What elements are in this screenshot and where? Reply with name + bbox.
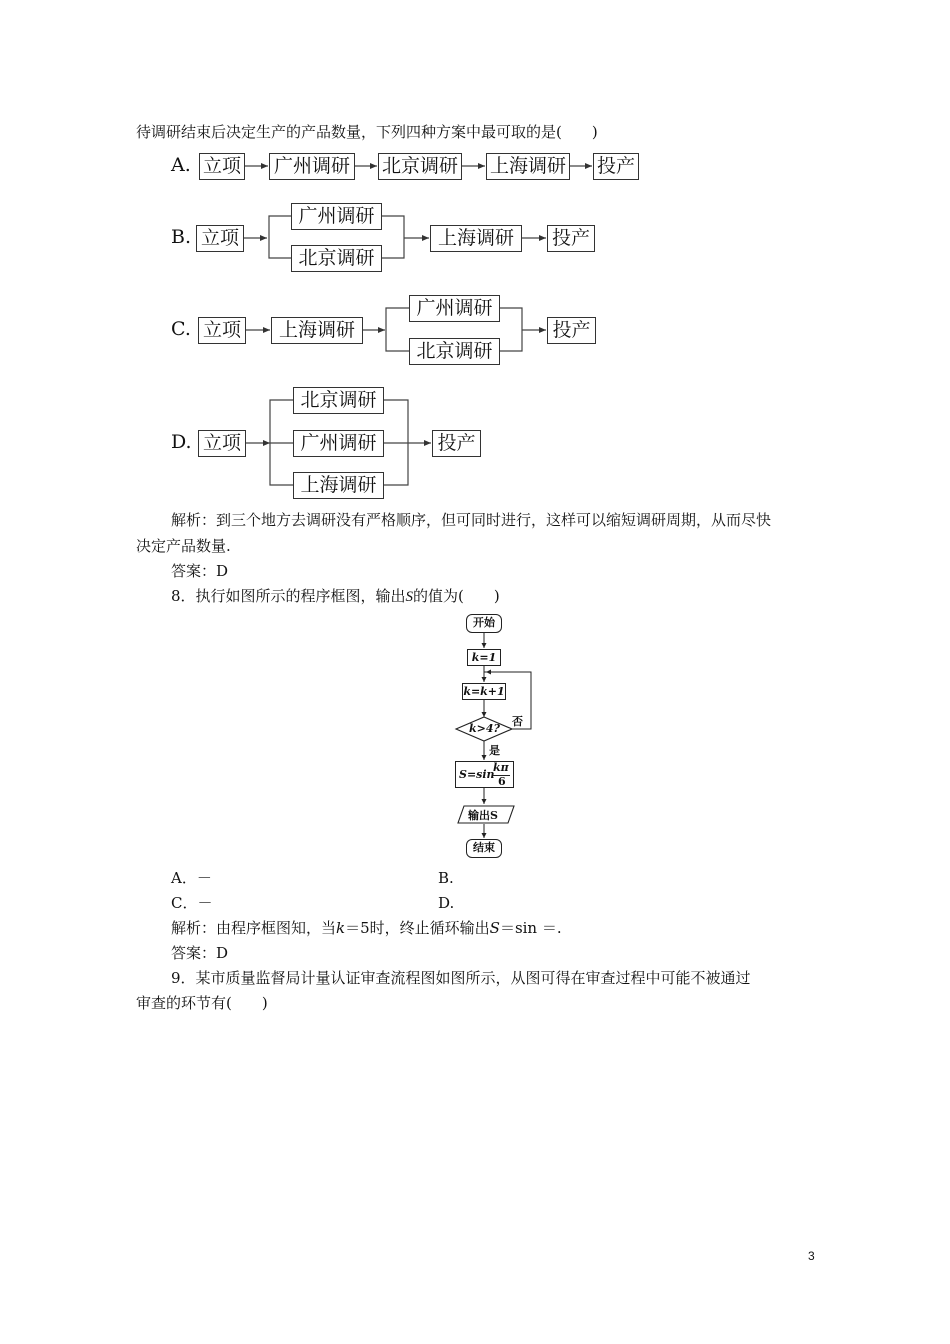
option-d-box-2: 北京调研 bbox=[293, 387, 384, 414]
option-d-label: D. bbox=[171, 431, 192, 453]
option-c-box-3: 广州调研 bbox=[409, 295, 500, 322]
option-a-box-1: 立项 bbox=[199, 153, 245, 180]
question-9-line-1: 9．某市质量监督局计量认证审查流程图如图所示，从图可得在审查过程中可能不被通过 bbox=[171, 969, 751, 987]
analysis-8-a: 解析：由程序框图知，当 bbox=[171, 919, 337, 937]
option-a-box-5: 投产 bbox=[593, 153, 639, 180]
option-c-box-1: 立项 bbox=[198, 317, 246, 344]
q8-option-c: C．－ bbox=[171, 894, 213, 912]
analysis-8-b: ＝5时，终止循环输出 bbox=[345, 919, 490, 937]
question-9-line-2: 审查的环节有( ) bbox=[136, 994, 268, 1012]
flowchart-yes-label: 是 bbox=[489, 744, 500, 757]
option-c-box-4: 北京调研 bbox=[409, 338, 500, 365]
option-b-box-3: 北京调研 bbox=[291, 245, 382, 272]
flowchart-no-label: 否 bbox=[512, 715, 523, 728]
question-8-end: 的值为( ) bbox=[413, 587, 500, 605]
option-b-box-1: 立项 bbox=[196, 225, 244, 252]
option-b-box-5: 投产 bbox=[547, 225, 595, 252]
option-a-label: A. bbox=[171, 154, 191, 176]
option-c-label: C. bbox=[171, 318, 191, 340]
analysis-7-line-1: 解析：到三个地方去调研没有严格顺序，但可同时进行，这样可以缩短调研周期，从而尽快 bbox=[171, 511, 772, 529]
flowchart-assign-left: S=sin bbox=[459, 768, 495, 781]
option-c-box-5: 投产 bbox=[547, 317, 596, 344]
option-d-box-5: 投产 bbox=[432, 430, 481, 457]
option-c-box-2: 上海调研 bbox=[271, 317, 363, 344]
flowchart-increment: k=k+1 bbox=[463, 685, 505, 698]
flowchart-init: k=1 bbox=[467, 649, 501, 666]
analysis-8-k: k bbox=[336, 919, 346, 937]
option-d-box-4: 上海调研 bbox=[293, 472, 384, 499]
q8-option-b: B. bbox=[438, 869, 454, 887]
flowchart-frac-num: kπ bbox=[493, 761, 509, 774]
option-b-box-2: 广州调研 bbox=[291, 203, 382, 230]
question-8-var: S bbox=[405, 589, 414, 605]
answer-8: 答案：D bbox=[171, 944, 229, 962]
question-8-text: 8．执行如图所示的程序框图，输出 bbox=[171, 587, 406, 605]
flowchart-assign bbox=[455, 761, 514, 788]
option-b-label: B. bbox=[171, 226, 192, 248]
flowchart-frac-den: 6 bbox=[498, 775, 506, 788]
option-d-box-3: 广州调研 bbox=[293, 430, 384, 457]
option-d-box-1: 立项 bbox=[198, 430, 246, 457]
flowchart-condition: k>4? bbox=[469, 722, 500, 735]
answer-7: 答案：D bbox=[171, 562, 229, 580]
q8-option-a: A．－ bbox=[171, 869, 212, 887]
option-a-box-3: 北京调研 bbox=[378, 153, 462, 180]
analysis-8-s: S bbox=[489, 919, 500, 937]
question-7-intro: 待调研结束后决定生产的产品数量，下列四种方案中最可取的是( ) bbox=[136, 123, 598, 141]
flowchart-start: 开始 bbox=[466, 614, 502, 633]
q8-option-d: D. bbox=[438, 894, 455, 912]
analysis-8 bbox=[171, 918, 562, 938]
analysis-7-line-2: 决定产品数量. bbox=[136, 537, 231, 555]
option-a-box-4: 上海调研 bbox=[486, 153, 570, 180]
page-number: 3 bbox=[808, 1249, 815, 1263]
option-a-box-2: 广州调研 bbox=[269, 153, 355, 180]
flowchart-end: 结束 bbox=[466, 839, 502, 858]
analysis-8-c: ＝sin ＝. bbox=[499, 919, 562, 937]
flowchart-output: 输出S bbox=[468, 809, 498, 822]
option-b-box-4: 上海调研 bbox=[430, 225, 522, 252]
